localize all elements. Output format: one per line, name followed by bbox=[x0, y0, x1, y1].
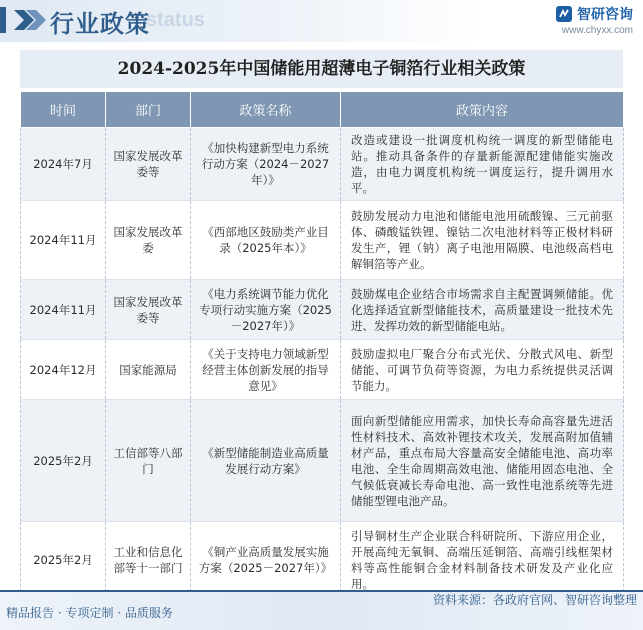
cell-policy-content: 鼓励虚拟电厂聚合分布式光伏、分散式风电、新型储能、可调节负荷等资源，为电力系统提供灵活调节能力。 bbox=[341, 340, 624, 400]
cell-department: 国家发展改革委等 bbox=[106, 128, 191, 201]
table-row bbox=[21, 128, 624, 201]
header-time: 时间 bbox=[21, 92, 106, 128]
cell-policy-content: 鼓励发展动力电池和储能电池用硫酸镍、三元前驱体、磷酸锰铁锂、镍钴二次电池材料等正极材料研发生产，锂（钠）离子电池用隔膜、电池级高档电解铜箔等产业。 bbox=[341, 201, 624, 280]
cell-time: 2024年7月 bbox=[21, 128, 106, 201]
policy-table bbox=[20, 91, 624, 598]
table-row bbox=[21, 522, 624, 598]
section-header bbox=[0, 0, 643, 42]
brand-url: www.chyxx.com bbox=[561, 25, 633, 36]
cell-policy-name: 《加快构建新型电力系统行动方案（2024－2027年）》 bbox=[191, 128, 341, 201]
brand-logo bbox=[555, 4, 633, 36]
cell-policy-content: 引导铜材生产企业联合科研院所、下游应用企业，开展高纯无氧铜、高端压延铜箔、高端引线框架材料等高性能铜合金材料制备技术研发及产业化应用。 bbox=[341, 522, 624, 598]
header-policy-content: 政策内容 bbox=[341, 92, 624, 128]
cell-department: 工信部等八部门 bbox=[106, 400, 191, 522]
header-accent-bar bbox=[0, 7, 6, 33]
document-title: 2024-2025年中国储能用超薄电子铜箔行业相关政策 bbox=[20, 50, 623, 88]
cell-department: 国家能源局 bbox=[106, 340, 191, 400]
table-row bbox=[21, 340, 624, 400]
header-department: 部门 bbox=[106, 92, 191, 128]
page-footer bbox=[0, 590, 643, 630]
cell-time: 2025年2月 bbox=[21, 400, 106, 522]
cell-time: 2025年2月 bbox=[21, 522, 106, 598]
cell-policy-name: 《电力系统调节能力优化专项行动实施方案（2025－2027年）》 bbox=[191, 280, 341, 340]
cell-department: 国家发展改革委等 bbox=[106, 280, 191, 340]
table-row bbox=[21, 400, 624, 522]
cell-policy-name: 《铜产业高质量发展实施方案（2025－2027年）》 bbox=[191, 522, 341, 598]
table-row bbox=[21, 280, 624, 340]
cell-policy-content: 鼓励煤电企业结合市场需求自主配置调频储能。优化选择适宜新型储能技术，高质量建设一批技术先进、发挥功效的新型储能电站。 bbox=[341, 280, 624, 340]
cell-policy-name: 《关于支持电力领域新型经营主体创新发展的指导意见》 bbox=[191, 340, 341, 400]
cell-time: 2024年11月 bbox=[21, 280, 106, 340]
cell-policy-name: 《新型储能制造业高质量发展行动方案》 bbox=[191, 400, 341, 522]
cell-policy-content: 面向新型储能应用需求，加快长寿命高容量先进活性材料技术、高效补锂技术攻关，发展高附加值辅材产品，重点布局大容量高安全储能电池、高功率电池、全生命周期高效电池、储能用固态电池、全气候低衰减长寿命电池、高一致性电池系统等先进储能型锂电池产品。 bbox=[341, 400, 624, 522]
footer-source: 资料来源：各政府官网、智研咨询整理 bbox=[432, 593, 637, 607]
table-row bbox=[21, 201, 624, 280]
watermark-text: status bbox=[146, 9, 205, 31]
header-policy-name: 政策名称 bbox=[191, 92, 341, 128]
brand-logo-icon bbox=[555, 5, 573, 23]
cell-policy-content: 改造或建设一批调度机构统一调度的新型储能电站。推动具备条件的存量新能源配建储能实施改造，由电力调度机构统一调度运行，提升调用水平。 bbox=[341, 128, 624, 201]
table-header-row bbox=[21, 92, 624, 128]
double-chevron-icon bbox=[12, 8, 48, 32]
cell-department: 国家发展改革委 bbox=[106, 201, 191, 280]
cell-policy-name: 《西部地区鼓励类产业目录（2025年本）》 bbox=[191, 201, 341, 280]
cell-time: 2024年12月 bbox=[21, 340, 106, 400]
brand-name: 智研咨询 bbox=[577, 7, 633, 23]
footer-slogan: 精品报告 · 专项定制 · 品质服务 bbox=[6, 606, 173, 620]
section-title: 行业政策 bbox=[50, 10, 150, 38]
cell-department: 工业和信息化部等十一部门 bbox=[106, 522, 191, 598]
cell-time: 2024年11月 bbox=[21, 201, 106, 280]
